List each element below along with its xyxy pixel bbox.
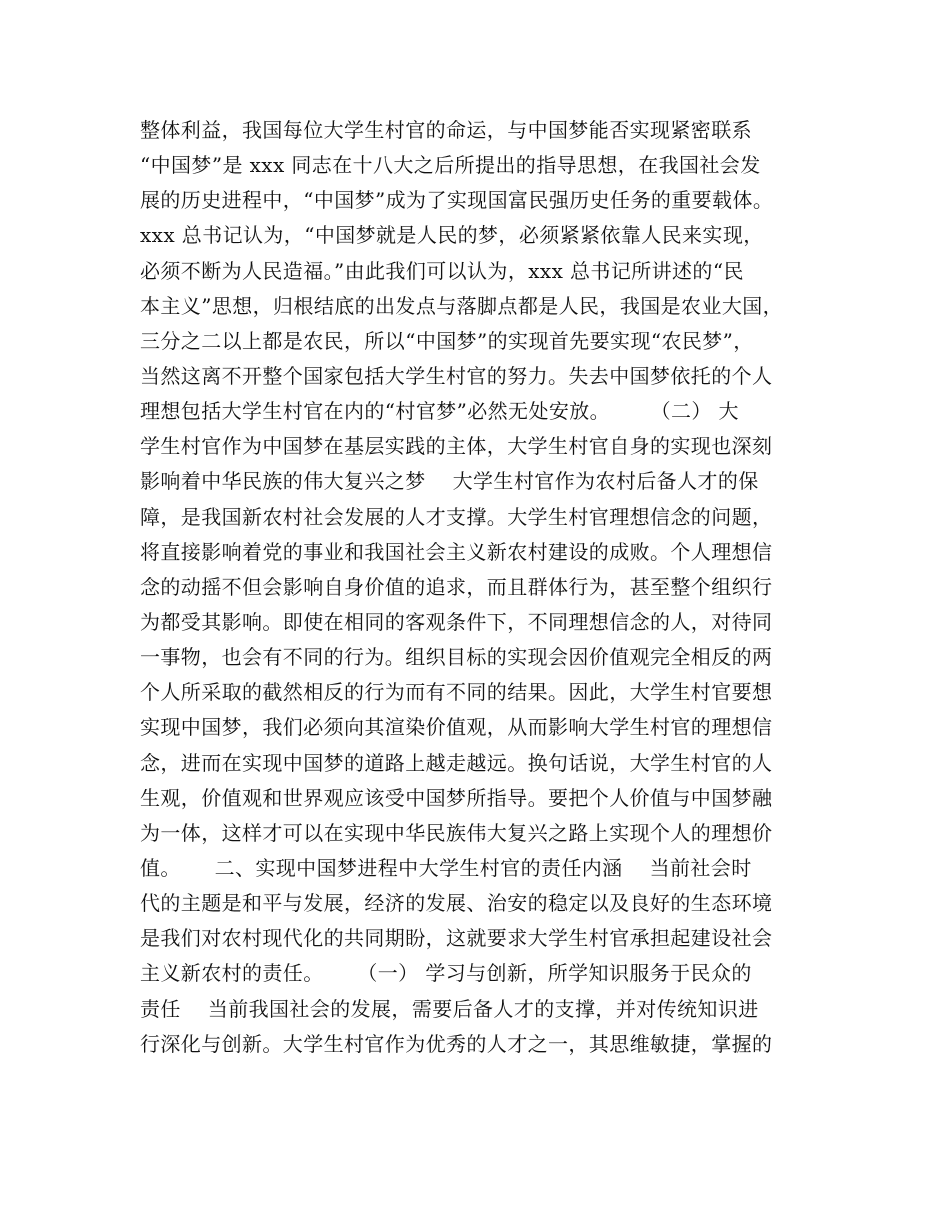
text-line: xxx 总书记认为，“中国梦就是人民的梦，必须紧紧依靠人民来实现， bbox=[140, 223, 764, 248]
text-line: 值。 二、实现中国梦进程中大学生村官的责任内涵 当前社会时 bbox=[140, 855, 752, 880]
text-line: 理想包括大学生村官在内的“村官梦”必然无处安放。 （二） 大 bbox=[140, 399, 739, 424]
text-line: 本主义”思想，归根结底的出发点与落脚点都是人民，我国是农业大国， bbox=[140, 293, 784, 318]
text-line: 是我们对农村现代化的共同期盼，这就要求大学生村官承担起建设社会 bbox=[140, 926, 773, 951]
text-line: 将直接影响着党的事业和我国社会主义新农村建设的成败。个人理想信 bbox=[140, 539, 773, 564]
text-line: 三分之二以上都是农民，所以“中国梦”的实现首先要实现“农民梦”， bbox=[140, 328, 754, 353]
text-line: “中国梦”是 xxx 同志在十八大之后所提出的指导思想，在我国社会发 bbox=[140, 153, 761, 178]
text-line: 为一体，这样才可以在实现中华民族伟大复兴之路上实现个人的理想价 bbox=[140, 820, 773, 845]
text-line: 生观，价值观和世界观应该受中国梦所指导。要把个人价值与中国梦融 bbox=[140, 785, 773, 810]
text-line: 当然这离不开整个国家包括大学生村官的努力。失去中国梦依托的个人 bbox=[140, 363, 773, 388]
text-line: 学生村官作为中国梦在基层实践的主体，大学生村官自身的实现也深刻 bbox=[140, 434, 773, 459]
text-line: 障，是我国新农村社会发展的人才支撑。大学生村官理想信念的问题， bbox=[140, 504, 773, 529]
text-line: 代的主题是和平与发展，经济的发展、治安的稳定以及良好的生态环境 bbox=[140, 891, 773, 916]
text-line: 主义新农村的责任。 （一） 学习与创新，所学知识服务于民众的 bbox=[140, 961, 752, 986]
text-line: 行深化与创新。大学生村官作为优秀的人才之一，其思维敏捷，掌握的 bbox=[140, 1031, 773, 1056]
text-line: 整体利益，我国每位大学生村官的命运，与中国梦能否实现紧密联系 bbox=[140, 118, 752, 142]
text-line: 念，进而在实现中国梦的道路上越走越远。换句话说，大学生村官的人 bbox=[140, 750, 773, 775]
text-line: 一事物，也会有不同的行为。组织目标的实现会因价值观完全相反的两 bbox=[140, 645, 773, 670]
text-line: 为都受其影响。即使在相同的客观条件下，不同理想信念的人，对待同 bbox=[140, 609, 773, 634]
body-text bbox=[140, 113, 830, 1062]
text-line: 个人所采取的截然相反的行为而有不同的结果。因此，大学生村官要想 bbox=[140, 680, 773, 705]
text-line: 必须不断为人民造福。”由此我们可以认为，xxx 总书记所讲述的“民 bbox=[140, 258, 744, 283]
text-line: 展的历史进程中，“中国梦”成为了实现国富民强历史任务的重要载体。 bbox=[140, 188, 774, 213]
text-line: 念的动摇不但会影响自身价值的追求，而且群体行为，甚至整个组织行 bbox=[140, 574, 773, 599]
text-line: 责任 当前我国社会的发展，需要后备人才的支撑，并对传统知识进 bbox=[140, 996, 759, 1021]
text-line: 影响着中华民族的伟大复兴之梦 大学生村官作为农村后备人才的保 bbox=[140, 469, 759, 494]
text-line: 实现中国梦，我们必须向其渲染价值观，从而影响大学生村官的理想信 bbox=[140, 715, 773, 740]
